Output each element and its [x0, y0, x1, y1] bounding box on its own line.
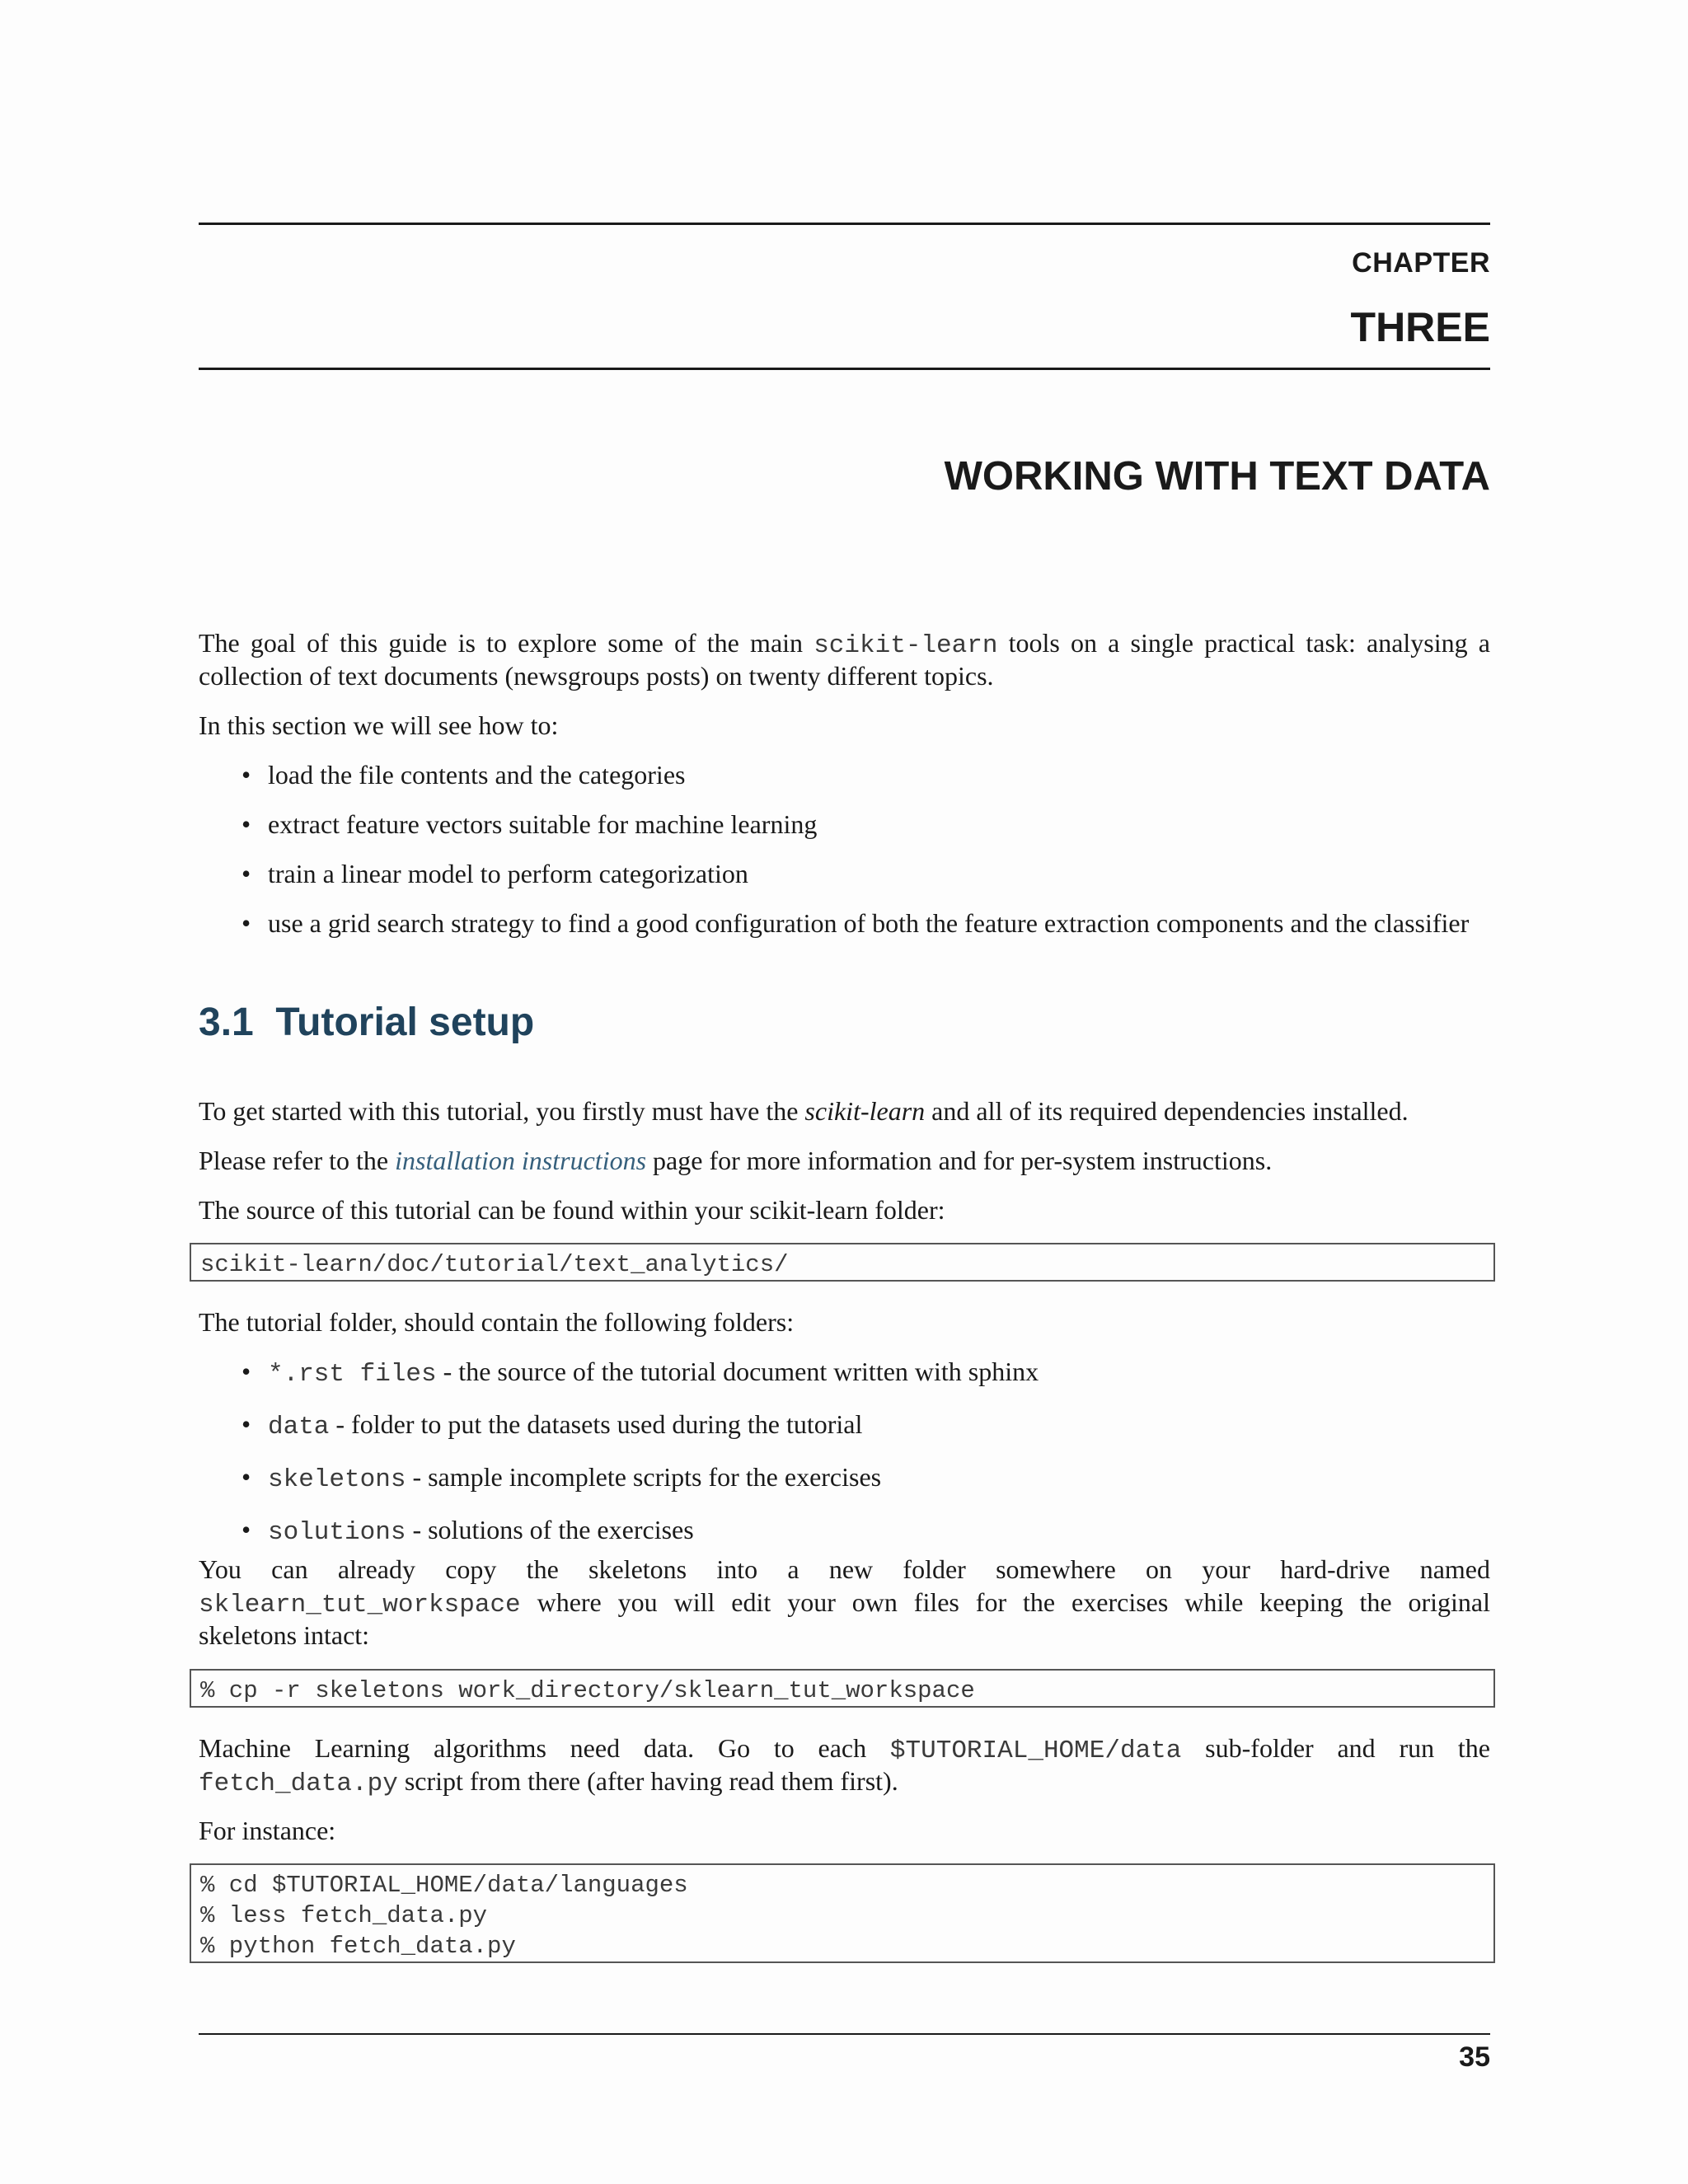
- setup-paragraph-1: To get started with this tutorial, you firstly must have the scikit-learn and all of its required dependencies installed.: [199, 1096, 1409, 1126]
- folder-list: [199, 1355, 1490, 1549]
- intro-lead: In this section we will see how to:: [199, 710, 559, 740]
- code-block-copy-command: % cp -r skeletons work_directory/sklearn_tut_workspace: [190, 1669, 1495, 1708]
- intro-paragraph-line1: The goal of this guide is to explore some of the main scikit-learn tools on a single practical task: analysing a: [199, 628, 1491, 660]
- setup-paragraph-2: Please refer to the installation instructions page for more information and for per-system instructions.: [199, 1146, 1273, 1175]
- section-heading: [199, 1000, 1490, 1045]
- section-title: Tutorial setup: [275, 1001, 535, 1044]
- list-item: • extract feature vectors suitable for machine learning: [241, 809, 818, 839]
- installation-instructions-link[interactable]: installation instructions: [395, 1146, 647, 1175]
- section-number: 3.1: [199, 1001, 254, 1044]
- intro-bullet-list: [199, 758, 1490, 940]
- setup-paragraph-6-line2: fetch_data.py script from there (after having read them first).: [199, 1766, 898, 1798]
- list-item: • train a linear model to perform categorization: [241, 859, 748, 888]
- setup-paragraph-5-line2: sklearn_tut_workspace where you will edit your own files for the exercises while keeping the original: [199, 1587, 1490, 1619]
- code-block-fetch-commands: % cd $TUTORIAL_HOME/data/languages % less fetch_data.py % python fetch_data.py: [190, 1863, 1495, 1963]
- header-top-rule: [199, 223, 1490, 225]
- setup-paragraph-6-line1: Machine Learning algorithms need data. Go to each $TUTORIAL_HOME/data sub-folder and run the: [199, 1733, 1490, 1765]
- list-item: • *.rst files - the source of the tutorial document written with sphinx: [241, 1357, 1039, 1389]
- list-item: • use a grid search strategy to find a good configuration of both the feature extraction components and the classifier: [241, 908, 1470, 938]
- chapter-label: CHAPTER: [1352, 247, 1490, 279]
- chapter-title: WORKING WITH TEXT DATA: [944, 454, 1490, 499]
- footer-rule: [199, 2033, 1490, 2035]
- list-item: • load the file contents and the categories: [241, 760, 686, 790]
- setup-paragraph-5-line3: skeletons intact:: [199, 1620, 370, 1650]
- chapter-number: THREE: [1350, 304, 1490, 350]
- list-item: • data - folder to put the datasets used during the tutorial: [241, 1409, 863, 1441]
- inline-code: scikit-learn: [814, 631, 998, 660]
- code-block-source-path: scikit-learn/doc/tutorial/text_analytics/: [190, 1243, 1495, 1282]
- list-item: • skeletons - sample incomplete scripts for the exercises: [241, 1462, 882, 1494]
- header-bottom-rule: [199, 368, 1490, 370]
- setup-paragraph-7: For instance:: [199, 1816, 336, 1845]
- setup-paragraph-4: The tutorial folder, should contain the following folders:: [199, 1307, 795, 1337]
- setup-paragraph-3: The source of this tutorial can be found within your scikit-learn folder:: [199, 1195, 945, 1225]
- page-number: 35: [1459, 2041, 1490, 2073]
- list-item: • solutions - solutions of the exercises: [241, 1515, 694, 1547]
- setup-paragraph-5-line1: You can already copy the skeletons into a new folder somewhere on your hard-drive named: [199, 1554, 1490, 1584]
- intro-paragraph-line2: collection of text documents (newsgroups posts) on twenty different topics.: [199, 661, 994, 691]
